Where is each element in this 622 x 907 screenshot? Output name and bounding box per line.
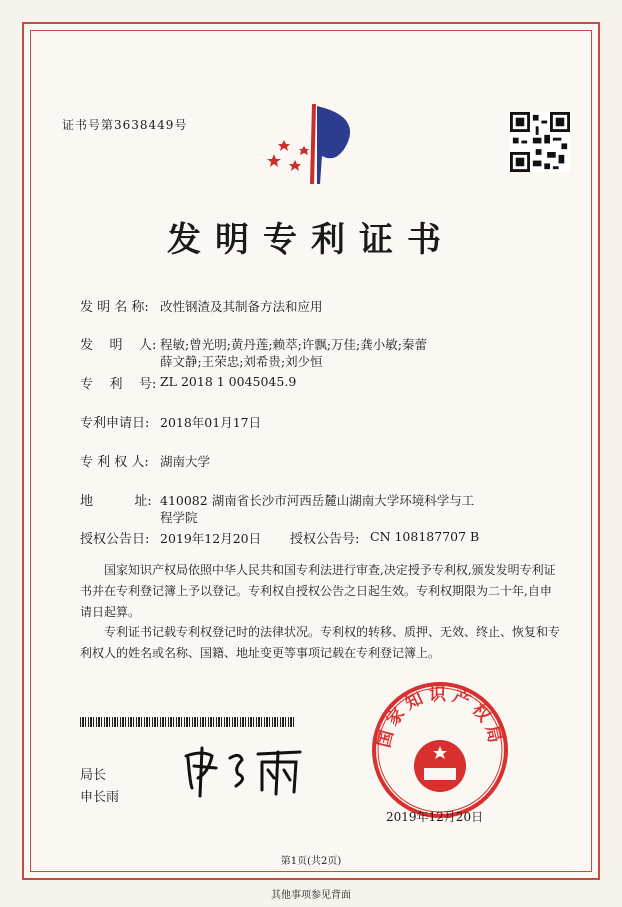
logo-star xyxy=(278,140,290,151)
director-name: 申长雨 xyxy=(80,790,120,805)
address-line1: 410082 湖南省长沙市河西岳麓山湖南大学环境科学与工 xyxy=(160,493,475,508)
inventors-line1: 程敏;曾光明;黄丹莲;赖萃;许飘;万佳;龚小敏;秦蕾 xyxy=(160,337,427,352)
barcode xyxy=(80,717,296,727)
grant-number-value: CN 108187707 B xyxy=(370,529,480,544)
patent-number-value: ZL 2018 1 0045045.9 xyxy=(160,374,297,389)
patentee-label: 专 利 权 人: xyxy=(80,455,149,470)
svg-text:国家知识产权局: 国家知识产权局 xyxy=(374,685,506,750)
footer-note: 其他事项参见背面 xyxy=(271,890,351,901)
invention-name-value: 改性钢渣及其制备方法和应用 xyxy=(160,299,323,314)
inventors-line2: 薛文静;王荣忠;刘希贵;刘少恒 xyxy=(160,354,323,369)
inventors-label: 发 明 人: xyxy=(80,338,157,353)
address-label: 地 址: xyxy=(80,494,152,509)
address-line2: 程学院 xyxy=(160,510,198,525)
filing-date-label: 专利申请日: xyxy=(80,416,150,431)
body-paragraph-1: 国家知识产权局依照中华人民共和国专利法进行审查,决定授予专利权,颁发发明专利证书并在专利登记簿上予以登记。专利权自授权公告之日起生效。专利权期限为二十年,自申请日起算。 xyxy=(80,563,556,619)
certificate-number: 证书号第3638449号 xyxy=(62,118,188,132)
patent-number-label: 专 利 号: xyxy=(80,377,157,392)
cnipa-logo-icon xyxy=(262,96,362,186)
certificate-title: 发明专利证书 xyxy=(167,220,455,260)
invention-name-label: 发 明 名 称: xyxy=(80,300,149,315)
filing-date-value: 2018年01月17日 xyxy=(160,415,262,430)
seal-date: 2019年12月20日 xyxy=(386,810,484,824)
director-title: 局长 xyxy=(80,768,107,783)
logo-star xyxy=(289,160,301,171)
patentee-value: 湖南大学 xyxy=(160,454,211,469)
body-paragraph-2: 专利证书记载专利权登记时的法律状况。专利权的转移、质押、无效、终止、恢复和专利权人的姓名或名称、国籍、地址变更等事项记载在专利登记簿上。 xyxy=(80,625,561,660)
grant-date-value: 2019年12月20日 xyxy=(160,531,262,546)
grant-number-label: 授权公告号: xyxy=(290,532,360,547)
handwritten-signature xyxy=(178,738,308,798)
logo-star xyxy=(267,154,281,167)
logo-red-stroke xyxy=(310,104,316,184)
logo-blue-shape xyxy=(317,106,350,184)
page-number: 第1页(共2页) xyxy=(280,856,342,867)
qr-code-icon xyxy=(510,112,570,172)
logo-star xyxy=(299,146,309,155)
grant-date-label: 授权公告日: xyxy=(80,532,150,547)
official-seal-icon xyxy=(370,680,510,820)
